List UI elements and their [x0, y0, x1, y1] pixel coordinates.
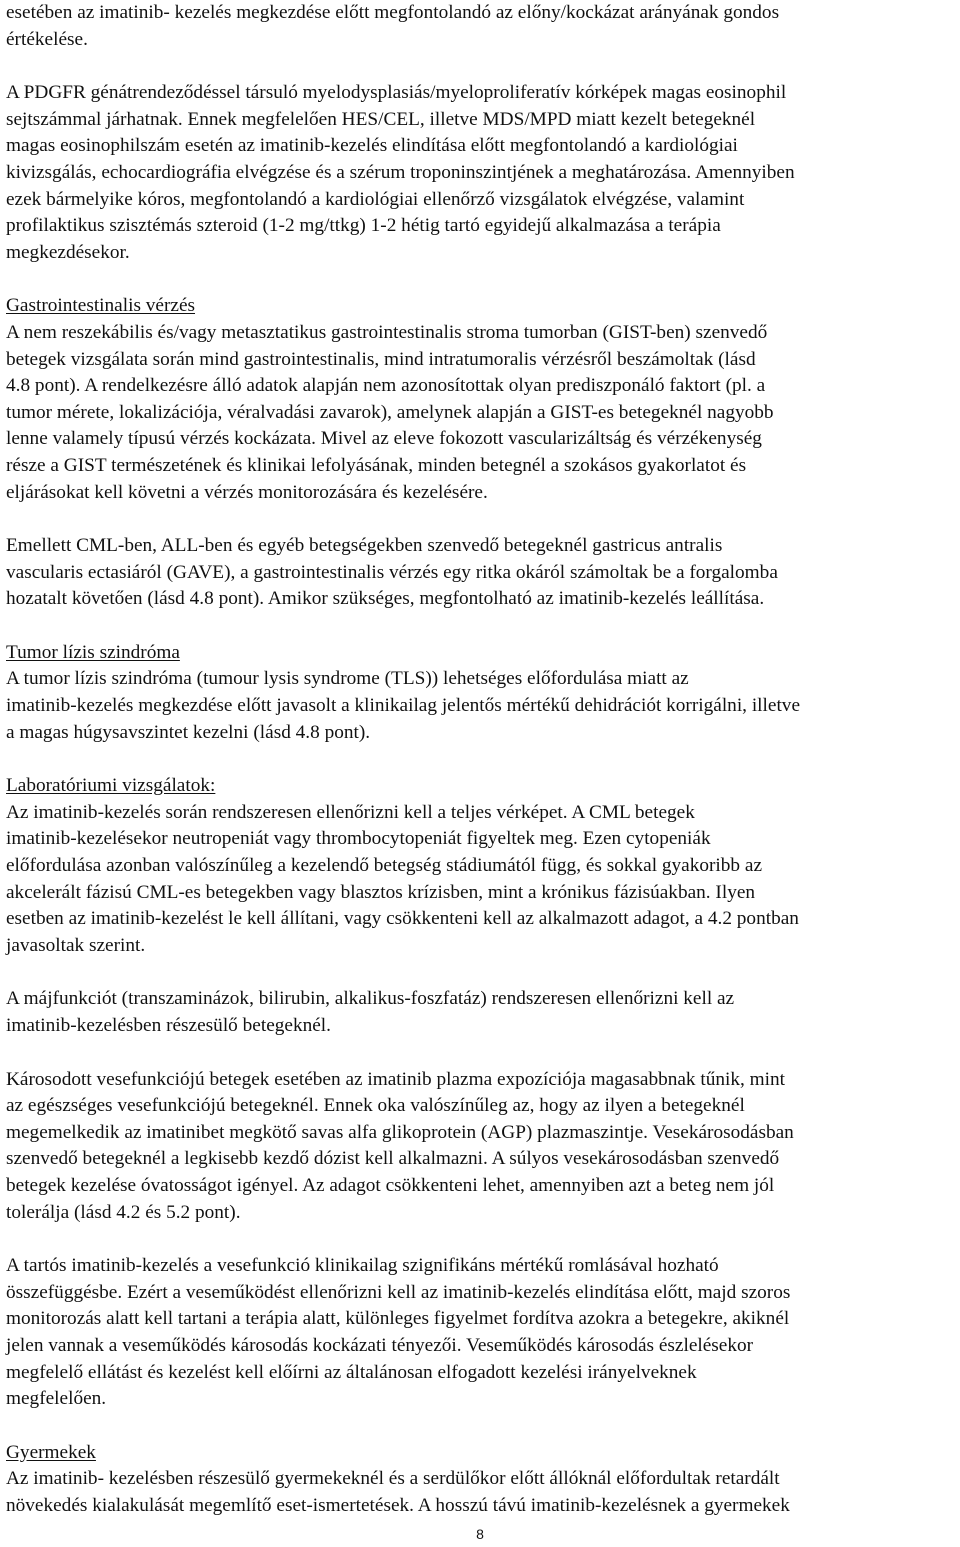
text-line: betegek kezelése óvatosságot igényel. Az adagot csökkenteni lehet, amennyiben azt a beteg nem jól	[6, 1174, 775, 1196]
text-line: ezek bármelyike kóros, megfontolandó a kardiológiai ellenőrző vizsgálatok elvégzése, valamint	[6, 188, 745, 210]
text-line: javasoltak szerint.	[6, 934, 146, 956]
text-line: 4.8 pont). A rendelkezésre álló adatok alapján nem azonosítottak olyan prediszponáló faktort (pl. a	[6, 375, 766, 397]
text-line: tumor mérete, lokalizációja, véralvadási zavarok), amelynek alapján a GIST-es betegeknél nagyobb	[6, 401, 774, 423]
text-line: imatinib-kezelésben részesülő betegeknél.	[6, 1015, 331, 1036]
text-line: Károsodott vesefunkciójú betegek esetében az imatinib plazma expozíciója magasabbnak tűnik, mint	[6, 1068, 786, 1090]
section-heading: Gyermekek	[6, 1441, 96, 1463]
text-line: betegek vizsgálata során mind gastrointestinalis, mind intratumoralis vérzésről beszámoltak (lásd	[6, 348, 756, 370]
text-line: sejtszámmal járhatnak. Ennek megfelelően HES/CEL, illetve MDS/MPD miatt kezelt betegeknél	[6, 108, 756, 130]
text-line: összefüggésbe. Ezért a veseműködést ellenőrizni kell az imatinib-kezelés elindítása előtt, majd szoros	[6, 1281, 791, 1303]
text-line: eljárásokat kell követni a vérzés monitorozására és kezelésére.	[6, 481, 488, 503]
paragraph	[6, 773, 956, 959]
text-line: Az imatinib- kezelésben részesülő gyermekeknél és a serdülőkor előtt állóknál előfordultak retardált	[6, 1468, 780, 1490]
text-line: előfordulása azonban valószínűleg a kezelendő betegség stádiumától függ, és sokkal gyakoribb az	[6, 855, 762, 877]
section-heading: Tumor lízis szindróma	[6, 641, 180, 663]
section-heading: Gastrointestinalis vérzés	[6, 295, 196, 317]
text-line: kivizsgálás, echocardiográfia elvégzése és a szérum troponinszintjének a meghatározása. Amennyiben	[6, 161, 795, 183]
paragraph	[6, 293, 956, 506]
text-line: imatinib-kezelésekor neutropeniát vagy thrombocytopeniát figyeltek meg. Ezen cytopeniák	[6, 828, 711, 850]
paragraph	[6, 80, 956, 266]
text-line: A PDGFR génátrendeződéssel társuló myelodysplasiás/myeloproliferatív kórképek magas eosinophil	[6, 82, 787, 104]
text-line: magas eosinophilszám esetén az imatinib-kezelés elindítása előtt megfontolandó a kardiológiai	[6, 135, 738, 157]
text-line: megfelelően.	[6, 1388, 107, 1410]
text-line: szenvedő betegeknél a legkisebb kezdő dózist kell alkalmazni. A súlyos vesekárosodásban szenvedő	[6, 1148, 780, 1170]
document-page	[6, 0, 956, 1547]
text-line: Az imatinib-kezelés során rendszeresen ellenőrizni kell a teljes vérképet. A CML betegek	[6, 801, 695, 823]
text-line: növekedés kialakulását megemlítő eset-ismertetések. A hosszú távú imatinib-kezelésnek a gyermekek	[6, 1494, 790, 1516]
page-number: 8	[476, 1526, 484, 1542]
text-line: része a GIST természetének és klinikai lefolyásának, minden betegnél a szokásos gyakorlatot és	[6, 454, 747, 476]
text-line: értékelése.	[6, 28, 88, 50]
text-line: hozatalt követően (lásd 4.8 pont). Amikor szükséges, megfontolható az imatinib-kezelés leállítása.	[6, 588, 765, 610]
text-line: monitorozás alatt kell tartani a terápia alatt, különleges figyelmet fordítva azokra a betegekre, akiknél	[6, 1308, 790, 1330]
text-line: Emellett CML-ben, ALL-ben és egyéb betegségekben szenvedő betegeknél gastricus antralis	[6, 535, 723, 557]
paragraph	[6, 533, 956, 613]
section-heading: Laboratóriumi vizsgálatok:	[6, 775, 216, 797]
paragraph	[6, 1067, 956, 1227]
text-line: esetében az imatinib- kezelés megkezdése előtt megfontolandó az előny/kockázat arányának gondos	[6, 2, 780, 23]
text-line: A májfunkciót (transzaminázok, bilirubin, alkalikus-foszfatáz) rendszeresen ellenőrizni kell az	[6, 988, 735, 1010]
paragraph	[6, 986, 956, 1039]
text-line: A nem reszekábilis és/vagy metasztatikus gastrointestinalis stroma tumorban (GIST-ben) szenvedő	[6, 321, 768, 343]
text-line: megkezdésekor.	[6, 241, 130, 263]
text-line: imatinib-kezelés megkezdése előtt javasolt a klinikailag jelentős mértékű dehidrációt korrigálni, illetve	[6, 695, 801, 717]
text-line: tolerálja (lásd 4.2 és 5.2 pont).	[6, 1201, 241, 1223]
text-line: esetben az imatinib-kezelést le kell állítani, vagy csökkenteni kell az alkalmazott adagot, a 4.2 pontban	[6, 908, 799, 930]
text-line: profilaktikus szisztémás szteroid (1-2 mg/ttkg) 1-2 hétig tartó egyidejű alkalmazása a terápia	[6, 215, 721, 237]
text-line: lenne valamely típusú vérzés kockázata. Mivel az eleve fokozott vascularizáltság és vérzékenység	[6, 428, 762, 450]
paragraph	[6, 640, 956, 746]
text-line: akcelerált fázisú CML-es betegekben vagy blasztos krízisben, mint a krónikus fázisúakban. Ilyen	[6, 881, 756, 903]
text-line: megemelkedik az imatinibet megkötő savas alfa glikoprotein (AGP) plazmaszintje. Vesekárosodásban	[6, 1121, 794, 1143]
text-line: a magas húgysavszintet kezelni (lásd 4.8 pont).	[6, 721, 371, 743]
text-line: megfelelő ellátást és kezelést kell előírni az általánosan elfogadott kezelési irányelveknek	[6, 1361, 697, 1383]
text-line: A tartós imatinib-kezelés a vesefunkció klinikailag szignifikáns mértékű romlásával hozható	[6, 1255, 719, 1277]
paragraph	[6, 1253, 956, 1413]
text-line: jelen vannak a veseműködés károsodás kockázati tényezői. Veseműködés károsodás észlelésekor	[6, 1334, 754, 1356]
paragraph	[6, 0, 956, 53]
paragraph	[6, 1440, 956, 1520]
text-line: A tumor lízis szindróma (tumour lysis syndrome (TLS)) lehetséges előfordulása miatt az	[6, 668, 689, 690]
text-line: vascularis ectasiáról (GAVE), a gastrointestinalis vérzés egy ritka okáról számoltak be a forgalomba	[6, 561, 778, 583]
text-line: az egészséges vesefunkciójú betegeknél. Ennek oka valószínűleg az, hogy az ilyen a betegeknél	[6, 1095, 745, 1117]
